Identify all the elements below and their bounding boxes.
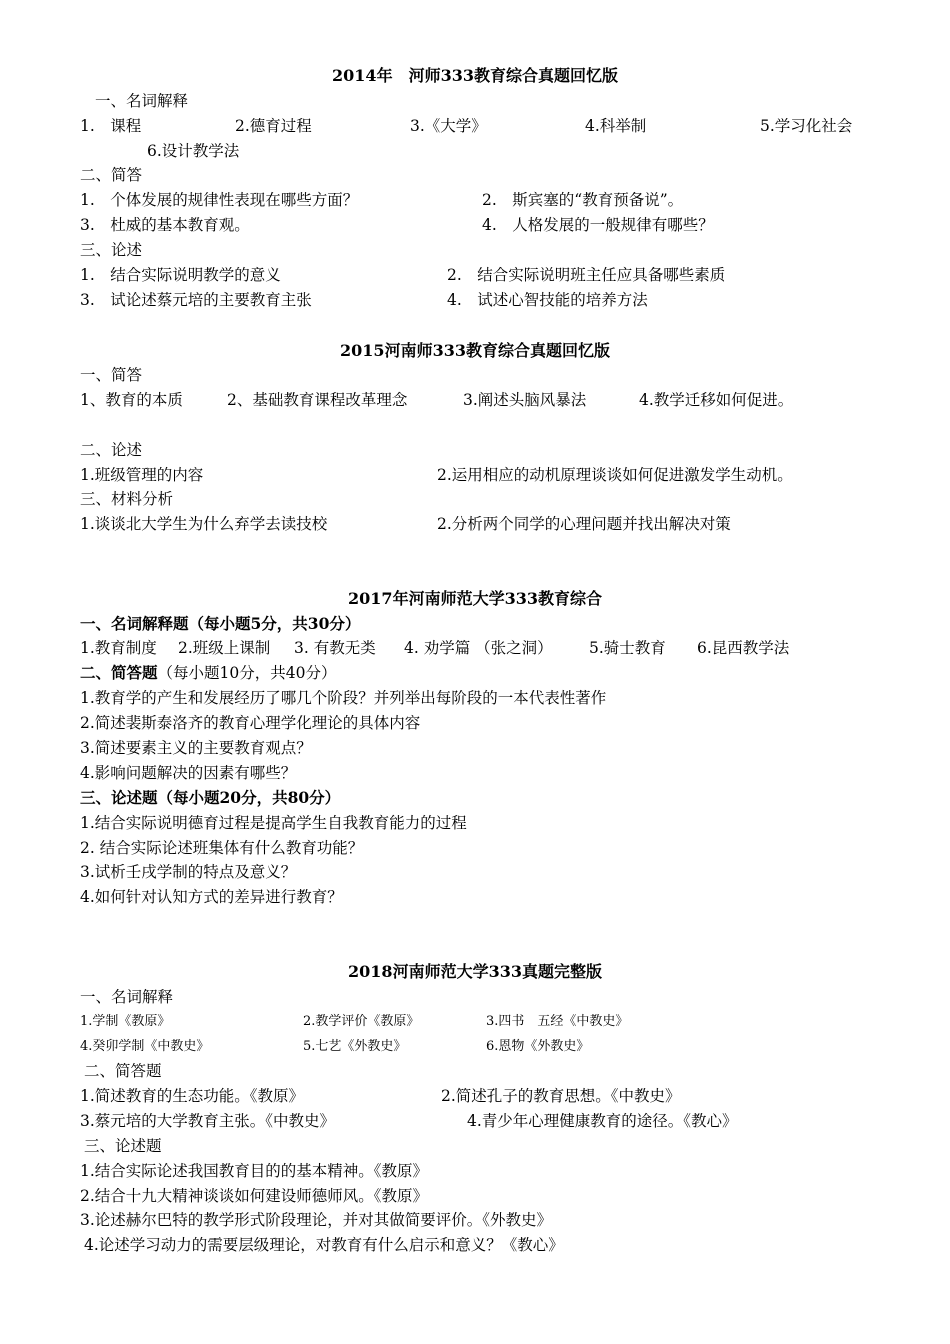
- question-item: 1.班级管理的内容: [80, 466, 204, 484]
- question-item: 3. 试论述蔡元培的主要教育主张: [80, 291, 312, 309]
- term-item: 1. 课程: [80, 117, 142, 135]
- term-item: 6.设计教学法: [147, 142, 240, 160]
- term-item: 5.学习化社会: [760, 117, 853, 135]
- question-item: 4.教学迁移如何促进。: [639, 391, 794, 409]
- section-2018-title: 2018河南师范大学333真题完整版: [348, 962, 602, 981]
- question-item: 1. 结合实际说明教学的意义: [80, 266, 281, 284]
- question-item: 1.简述教育的生态功能。《教原》: [80, 1087, 305, 1105]
- question-item: 1.结合实际说明德育过程是提高学生自我教育能力的过程: [80, 814, 467, 832]
- question-item: 2.分析两个同学的心理问题并找出解决对策: [437, 515, 731, 533]
- question-item: 2.简述裴斯泰洛齐的教育心理学化理论的具体内容: [80, 714, 421, 732]
- heading-essay-2018: 三、论述题: [84, 1137, 162, 1155]
- heading-short-2017-note: （每小题10分，共40分）: [157, 664, 337, 682]
- question-item: 1.教育学的产生和发展经历了哪几个阶段？并列举出每阶段的一本代表性著作: [80, 689, 607, 707]
- heading-short-2014: 二、简答: [80, 166, 143, 184]
- heading-terms-2014: 一、名词解释: [95, 92, 189, 110]
- term-item: 4.癸卯学制《中教史》: [80, 1039, 210, 1054]
- question-item: 4.青少年心理健康教育的途径。《教心》: [467, 1112, 738, 1130]
- question-item: 2、基础教育课程改革理念: [227, 391, 408, 409]
- question-item: 2.简述孔子的教育思想。《中教史》: [441, 1087, 681, 1105]
- question-item: 4.影响问题解决的因素有哪些？: [80, 764, 297, 782]
- term-item: 3. 有教无类: [294, 639, 376, 657]
- question-item: 3.简述要素主义的主要教育观点？: [80, 739, 312, 757]
- section-2014-title: 2014年 河师333教育综合真题回忆版: [332, 66, 618, 85]
- heading-essay-2017: 三、论述题（每小题20分，共80分）: [80, 788, 341, 807]
- term-item: 2.德育过程: [235, 117, 312, 135]
- heading-essay-2014: 三、论述: [80, 241, 143, 259]
- section-2017-title: 2017年河南师范大学333教育综合: [348, 589, 602, 608]
- question-item: 2. 结合实际论述班集体有什么教育功能？: [80, 839, 364, 857]
- heading-terms-2017: 一、名词解释题（每小题5分，共30分）: [80, 614, 361, 633]
- heading-essay-2015: 二、论述: [80, 441, 143, 459]
- question-item: 2. 结合实际说明班主任应具备哪些素质: [447, 266, 726, 284]
- term-item: 2.班级上课制: [178, 639, 271, 657]
- question-item: 2. 斯宾塞的“教育预备说”。: [482, 191, 684, 209]
- question-item: 3. 杜威的基本教育观。: [80, 216, 250, 234]
- question-item: 3.阐述头脑风暴法: [463, 391, 587, 409]
- question-item: 4. 试述心智技能的培养方法: [447, 291, 648, 309]
- term-item: 1.学制《教原》: [80, 1014, 171, 1029]
- term-item: 1.教育制度: [80, 639, 157, 657]
- term-item: 6.恩物《外教史》: [486, 1039, 590, 1054]
- section-2015-title: 2015河南师333教育综合真题回忆版: [340, 341, 610, 360]
- question-item: 2.结合十九大精神谈谈如何建设师德师风。《教原》: [80, 1187, 429, 1205]
- heading-terms-2018: 一、名词解释: [80, 988, 174, 1006]
- question-item: 3.论述赫尔巴特的教学形式阶段理论，并对其做简要评价。《外教史》: [80, 1211, 553, 1229]
- term-item: 5.骑士教育: [589, 639, 666, 657]
- question-item: 4.论述学习动力的需要层级理论，对教育有什么启示和意义？《教心》: [84, 1236, 564, 1254]
- question-item: 2.运用相应的动机原理谈谈如何促进激发学生动机。: [437, 466, 793, 484]
- heading-short-2018: 二、简答题: [84, 1062, 162, 1080]
- question-item: 1.结合实际论述我国教育目的的基本精神。《教原》: [80, 1162, 429, 1180]
- heading-material-2015: 三、材料分析: [80, 490, 174, 508]
- heading-short-2015: 一、简答: [80, 366, 143, 384]
- term-item: 5.七艺《外教史》: [303, 1039, 407, 1054]
- question-item: 3.试析壬戌学制的特点及意义？: [80, 863, 297, 881]
- question-item: 3.蔡元培的大学教育主张。《中教史》: [80, 1112, 336, 1130]
- term-item: 3.《大学》: [410, 117, 487, 135]
- term-item: 4.科举制: [585, 117, 647, 135]
- term-item: 4. 劝学篇 （张之洞）: [404, 639, 553, 657]
- heading-short-2017-label: 二、简答题: [80, 663, 158, 682]
- question-item: 4. 人格发展的一般规律有哪些？: [482, 216, 714, 234]
- term-item: 3.四书 五经《中教史》: [486, 1014, 629, 1029]
- term-item: 2.教学评价《教原》: [303, 1014, 420, 1029]
- question-item: 1、教育的本质: [80, 391, 183, 409]
- term-item: 6.昆西教学法: [697, 639, 790, 657]
- question-item: 1. 个体发展的规律性表现在哪些方面？: [80, 191, 359, 209]
- question-item: 1.谈谈北大学生为什么弃学去读技校: [80, 515, 328, 533]
- heading-short-2017: [80, 663, 336, 683]
- question-item: 4.如何针对认知方式的差异进行教育？: [80, 888, 343, 906]
